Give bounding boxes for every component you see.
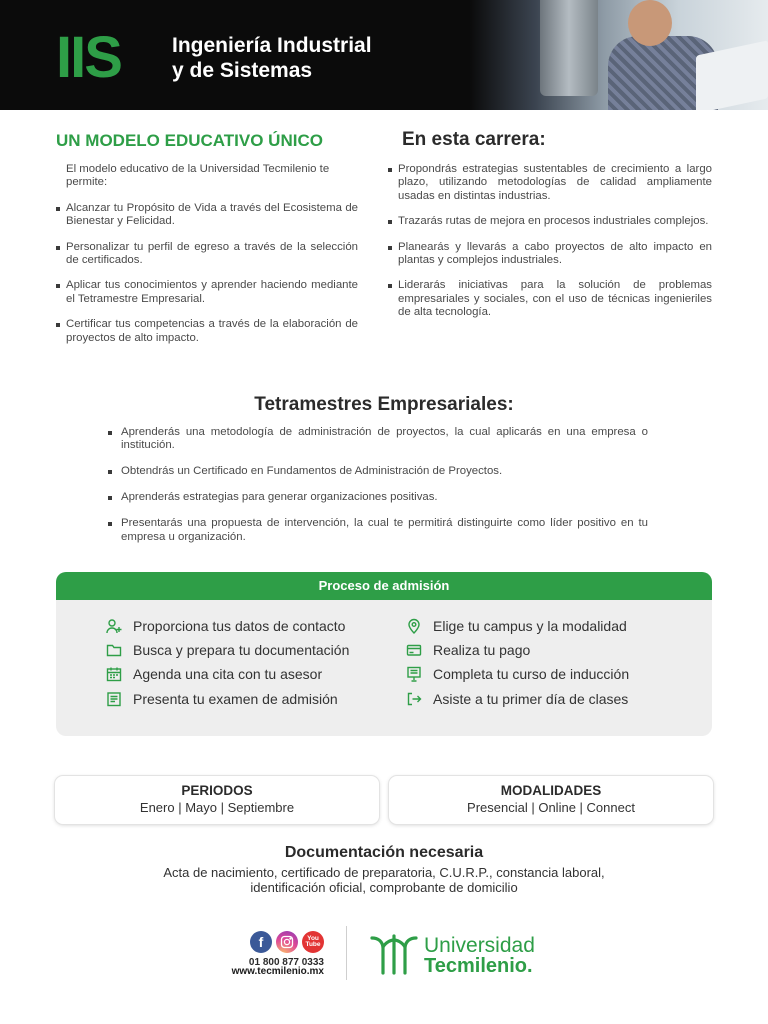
youtube-label xyxy=(305,936,320,949)
admission-step-text: Presenta tu examen de admisión xyxy=(133,691,338,707)
admission-step-text: Agenda una cita con tu asesor xyxy=(133,666,323,682)
periodos-title: PERIODOS xyxy=(181,783,253,798)
list-item: Aprenderás una metodología de administración de proyectos, la cual aplicarás en una empresa o institución. xyxy=(108,426,648,453)
user-plus-icon xyxy=(106,618,122,634)
admission-step-text: Proporciona tus datos de contacto xyxy=(133,618,346,634)
admission-step xyxy=(106,691,338,707)
tetramestres-list xyxy=(108,426,648,557)
header-banner xyxy=(0,0,768,110)
admission-panel xyxy=(56,572,712,736)
header-photo xyxy=(470,0,768,110)
instagram-icon[interactable] xyxy=(276,931,298,953)
list-item: Personalizar tu perfil de egreso a través de la selección de certificados. xyxy=(56,241,358,268)
admission-step xyxy=(106,666,322,682)
admission-step-text: Realiza tu pago xyxy=(433,642,531,658)
admission-step-text: Asiste a tu primer día de clases xyxy=(433,691,629,707)
list-item: Alcanzar tu Propósito de Vida a través del Ecosistema de Bienestar y Felicidad. xyxy=(56,202,358,229)
modelo-column xyxy=(56,163,358,357)
program-title xyxy=(172,33,372,83)
list-item: Trazarás rutas de mejora en procesos industriales complejos. xyxy=(388,215,712,228)
facebook-letter: f xyxy=(258,934,264,950)
modalidades-value: Presencial | Online | Connect xyxy=(467,800,635,815)
university-name-line1: Universidad xyxy=(424,934,535,957)
list-item: Aplicar tus conocimientos y aprender haciendo mediante el Tetramestre Empresarial. xyxy=(56,279,358,306)
admission-step xyxy=(106,642,349,658)
folder-icon xyxy=(106,642,122,658)
list-item: Certificar tus competencias a través de la elaboración de proyectos de alto impacto. xyxy=(56,318,358,345)
instagram-glyph xyxy=(280,935,294,949)
credit-card-icon xyxy=(406,642,422,658)
modelo-heading: UN MODELO EDUCATIVO ÚNICO xyxy=(56,131,323,150)
admission-step xyxy=(406,618,627,634)
admission-step-text: Completa tu curso de inducción xyxy=(433,666,630,682)
website-link[interactable]: www.tecmilenio.mx xyxy=(231,966,324,977)
program-code: IIS xyxy=(56,25,121,90)
footer-divider xyxy=(346,926,347,980)
admission-step-text: Busca y prepara tu documentación xyxy=(133,642,350,658)
tecmilenio-logo-icon xyxy=(370,932,420,976)
tetramestres-heading: Tetramestres Empresariales: xyxy=(254,394,514,415)
documentacion-heading: Documentación necesaria xyxy=(284,844,484,861)
modelo-intro: El modelo educativo de la Universidad Tecmilenio te permite: xyxy=(66,163,330,189)
list-item: Liderarás iniciativas para la solución de problemas empresariales y sociales, con el uso de técnicas ingenieriles de alta tecnología. xyxy=(388,279,712,319)
list-item: Aprenderás estrategias para generar organizaciones positivas. xyxy=(108,491,648,504)
modelo-list xyxy=(56,202,358,345)
youtube-label-line1: You xyxy=(307,934,319,942)
location-pin-icon xyxy=(406,618,422,634)
admission-title: Proceso de admisión xyxy=(56,572,712,600)
machine-illustration xyxy=(540,0,598,96)
list-item: Propondrás estrategias sustentables de crecimiento a largo plazo, utilizando metodologías de calidad ampliamente usadas en distintas industrias. xyxy=(388,163,712,203)
list-item: Planearás y llevarás a cabo proyectos de alto impacto en plantas y complejos industriales. xyxy=(388,241,712,268)
documentacion-line2: identificación oficial, comprobante de domicilio xyxy=(250,879,518,895)
phone-number: 01 800 877 0333 xyxy=(248,957,324,968)
modalidades-title: MODALIDADES xyxy=(500,783,602,798)
social-links xyxy=(250,931,324,953)
facebook-icon[interactable] xyxy=(250,931,272,953)
admission-step xyxy=(106,618,345,634)
enter-arrow-icon xyxy=(406,691,422,707)
carrera-column xyxy=(388,163,712,332)
calendar-icon xyxy=(106,666,122,682)
list-item: Obtendrás un Certificado en Fundamentos de Administración de Proyectos. xyxy=(108,465,648,478)
youtube-label-line2: Tube xyxy=(305,941,321,948)
youtube-icon[interactable] xyxy=(302,931,324,953)
exam-icon xyxy=(106,691,122,707)
admission-step-text: Elige tu campus y la modalidad xyxy=(433,618,627,634)
list-item: Presentarás una propuesta de intervención, la cual te permitirá distinguirte como líder positivo en tu empresa u organización. xyxy=(108,517,648,544)
modalidades-card xyxy=(389,776,713,824)
person-head-illustration xyxy=(628,0,672,46)
periodos-card xyxy=(55,776,379,824)
carrera-heading: En esta carrera: xyxy=(402,129,546,150)
carrera-list xyxy=(388,163,712,320)
admission-step xyxy=(406,691,628,707)
program-title-line1: Ingeniería Industrial xyxy=(172,34,372,57)
documentacion-text xyxy=(100,866,668,895)
program-title-line2: y de Sistemas xyxy=(172,59,313,82)
university-name-line2: Tecmilenio. xyxy=(424,955,533,977)
documentacion-line1: Acta de nacimiento, certificado de preparatoria, C.U.R.P., constancia laboral, xyxy=(163,865,605,880)
presentation-icon xyxy=(406,666,422,682)
periodos-value: Enero | Mayo | Septiembre xyxy=(139,800,295,815)
admission-step xyxy=(406,642,530,658)
admission-step xyxy=(406,666,629,682)
